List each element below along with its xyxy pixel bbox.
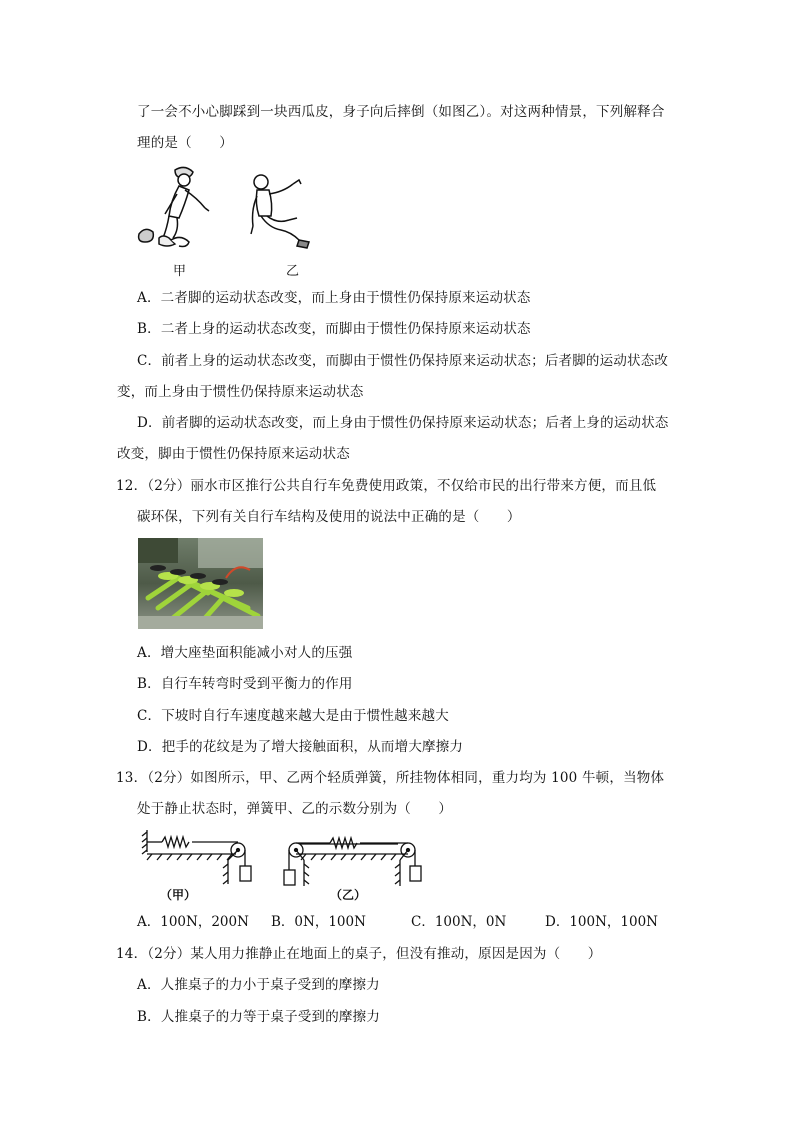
- q11-figure: [135, 162, 335, 260]
- q12-option-d: D．把手的花纹是为了增大接触面积，从而增大摩擦力: [137, 739, 464, 755]
- person-jia-illustration: [139, 167, 209, 246]
- spring-label-yi: （乙）: [330, 888, 367, 902]
- q11-option-d-cont: 改变，脚由于惯性仍保持原来运动状态: [117, 446, 350, 462]
- q12-option-c: C．下坡时自行车速度越来越大是由于惯性越来越大: [137, 708, 449, 724]
- q11-option-b: B．二者上身的运动状态改变，而脚由于惯性仍保持原来运动状态: [137, 321, 531, 337]
- person-yi-illustration: [251, 175, 309, 248]
- q13-option-b: B．0N，100N: [271, 914, 366, 930]
- q11-option-a: A．二者脚的运动状态改变，而上身由于惯性仍保持原来运动状态: [137, 290, 531, 306]
- q14-option-b: B．人推桌子的力等于桌子受到的摩擦力: [137, 1009, 381, 1025]
- q13-option-d: D．100N，100N: [545, 914, 658, 930]
- q11-option-d: D．前者脚的运动状态改变，而上身由于惯性仍保持原来运动状态；后者上身的运动状态: [137, 415, 669, 431]
- fig-label-yi: 乙: [286, 264, 300, 279]
- q12-option-b: B．自行车转弯时受到平衡力的作用: [137, 676, 353, 692]
- q11-stem-line1: 了一会不小心脚踩到一块西瓜皮，身子向后摔倒（如图乙）。对这两种情景，下列解释合: [137, 104, 665, 120]
- q12-option-a: A．增大座垫面积能减小对人的压强: [137, 645, 353, 661]
- bicycle-photo: [138, 538, 263, 629]
- q12-stem-line2: 碳环保，下列有关自行车结构及使用的说法中正确的是（ ）: [137, 509, 521, 525]
- q13-option-a: A．100N，200N: [137, 914, 249, 930]
- q11-stem-line2: 理的是（ ）: [137, 135, 233, 151]
- q11-option-c-cont: 变，而上身由于惯性仍保持原来运动状态: [117, 384, 364, 400]
- q14-option-a: A．人推桌子的力小于桌子受到的摩擦力: [137, 977, 380, 993]
- spring-label-jia: （甲）: [160, 888, 197, 902]
- q13-option-c: C．100N，0N: [411, 914, 507, 930]
- q12-stem-line1: 12．（2分）丽水市区推行公共自行车免费使用政策，不仅给市民的出行带来方便，而且低: [116, 478, 657, 494]
- q13-stem-line2: 处于静止状态时，弹簧甲、乙的示数分别为（ ）: [137, 801, 453, 817]
- spring-figure: [140, 828, 440, 892]
- q14-stem-line1: 14．（2分）某人用力推静止在地面上的桌子，但没有推动，原因是因为（ ）: [116, 946, 602, 962]
- q11-option-c: C．前者上身的运动状态改变，而脚由于惯性仍保持原来运动状态；后者脚的运动状态改: [137, 353, 669, 369]
- q13-stem-line1: 13．（2分）如图所示，甲、乙两个轻质弹簧，所挂物体相同，重力均为 100 牛顿，当物体: [116, 770, 665, 786]
- fig-label-jia: 甲: [173, 264, 187, 279]
